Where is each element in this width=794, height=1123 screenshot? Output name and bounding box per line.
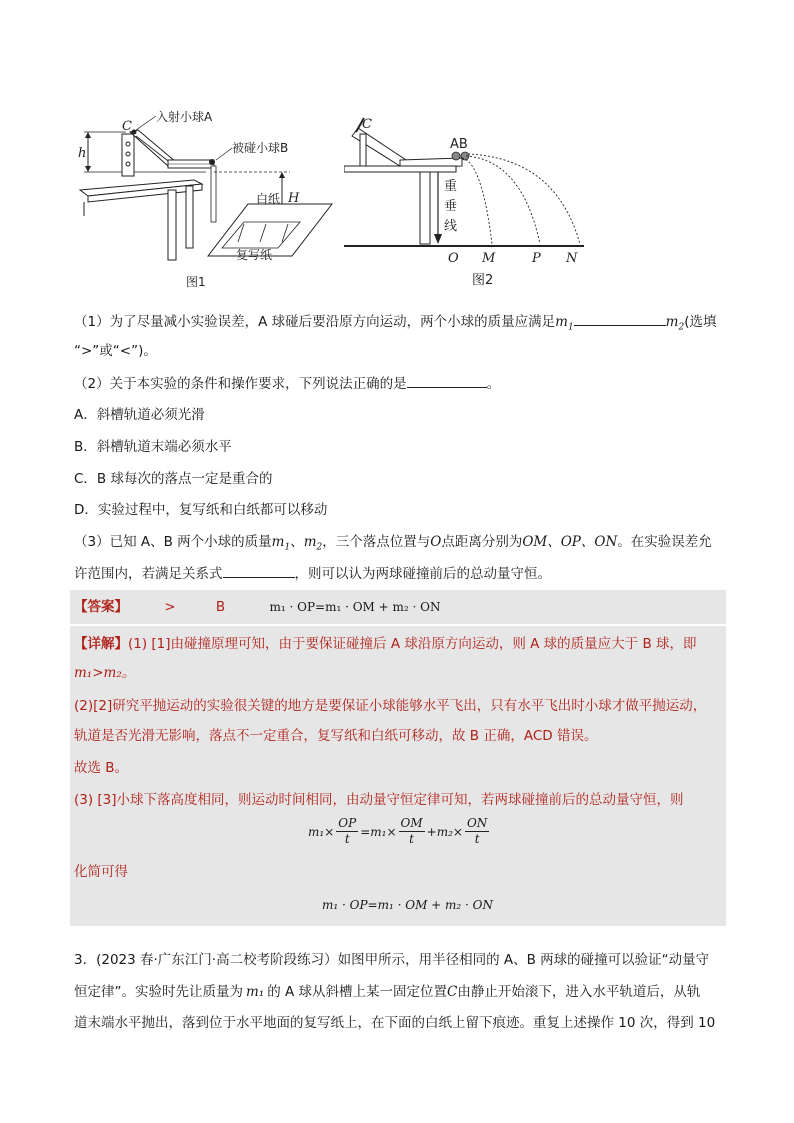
- eq-times-c: ×: [452, 824, 463, 839]
- fig2-caption: 图2: [472, 273, 494, 288]
- frac-om: $\frac{OM}{t}$: [400, 816, 423, 846]
- answer-1: >: [164, 599, 176, 615]
- fig1-label-h: h: [78, 146, 87, 161]
- q3-text-c: ，三个落点位置与: [322, 534, 431, 550]
- eq-m2: m₂: [436, 824, 453, 839]
- detail-p1a-text: (1) [1]由碰撞原理可知，由于要保证碰撞后 A 球沿原方向运动，则 A 球的质量应大于 B 球，即: [128, 636, 697, 652]
- detail-p2c: 故选 B。: [74, 760, 129, 776]
- p3-m1: m₁: [246, 984, 265, 1000]
- p3-l2b: 的 A 球从斜槽上某一固定位置: [267, 984, 448, 1000]
- fig2-label-M: M: [482, 251, 496, 266]
- fig1-label-ball-b: 被碰小球B: [232, 141, 289, 155]
- p3-l2a: 恒定律”。实验时先让质量为: [74, 984, 243, 1000]
- q1-text-c: “>”或“<”)。: [74, 343, 157, 359]
- figure-2: [344, 110, 594, 292]
- fig1-label-white-paper: 白纸: [256, 192, 281, 206]
- q3-text-e: 。在实验误差允: [617, 534, 712, 550]
- q1-text-b: (选填: [684, 314, 717, 330]
- detail-p3a: (3) [3]小球下落高度相同，则运动时间相同，由动量守恒定律可知，若两球碰撞前后的总动量守恒，则: [74, 792, 684, 808]
- momentum-equation: [308, 816, 508, 847]
- answer-2: B: [215, 599, 226, 615]
- q2-option-d[interactable]: D．实验过程中，复写纸和白纸都可以移动: [74, 502, 328, 518]
- fig1-label-carbon-paper: 复写纸: [236, 248, 273, 262]
- q3-point-o: O: [430, 534, 442, 550]
- eq-m1-a: m₁: [308, 824, 325, 839]
- q2-option-c[interactable]: C．B 球每次的落点一定是重合的: [74, 471, 273, 487]
- frac-op: $\frac{OP}{t}$: [338, 816, 357, 846]
- q3-m1: $m_1$: [271, 534, 291, 553]
- p3-point-c: C: [447, 984, 458, 1000]
- fig2-label-plumb-3: 线: [444, 219, 458, 234]
- q3-line-1: [74, 532, 712, 558]
- figure-1: [76, 108, 338, 290]
- detail-p2a: (2)[2]研究平抛运动的实验很关键的地方是要保证小球能够水平飞出，只有水平飞出时小球才做平抛运动，: [74, 698, 707, 714]
- q1-answer-blank[interactable]: [574, 311, 666, 326]
- fig2-label-C: C: [362, 117, 372, 132]
- detail-box: [70, 626, 726, 926]
- answer-label: 【答案】: [74, 599, 128, 615]
- answer-3: m₁ · OP=m₁ · OM + m₂ · ON: [269, 600, 441, 614]
- fig2-label-plumb-1: 重: [444, 179, 458, 194]
- q3-m2: $m_2$: [303, 534, 323, 553]
- q1-m1: $m_1$: [555, 314, 574, 333]
- final-equation: m₁ · OP=m₁ · OM + m₂ · ON: [322, 898, 494, 912]
- q2-stem: [74, 373, 500, 394]
- q1-line-2: [74, 341, 157, 361]
- detail-simplify: 化简可得: [74, 864, 128, 880]
- q3-text-d: 点距离分别为: [441, 534, 523, 550]
- eq-m1-b: m₁: [370, 824, 387, 839]
- fig1-caption: 图1: [186, 275, 206, 289]
- q2-option-a[interactable]: A．斜槽轨道必须光滑: [74, 407, 205, 423]
- fig2-label-ab: AB: [450, 137, 468, 152]
- detail-p1b: m₁>m₂。: [74, 665, 136, 681]
- q3-text-b: 、: [290, 534, 304, 550]
- q3-line2-a: 许范围内，若满足关系式: [74, 566, 223, 582]
- q3-distances: OM、OP、ON: [522, 534, 618, 550]
- problem3-line-2: [74, 982, 700, 1002]
- fig2-label-P: P: [532, 251, 541, 266]
- detail-p1a: [74, 634, 697, 654]
- q2-answer-blank[interactable]: [407, 373, 487, 388]
- problem3-line-1: 3．(2023 春·广东江门·高二校考阶段练习）如图甲所示，用半径相同的 A、B 两球的碰撞可以验证“动量守: [74, 952, 710, 968]
- q1-line-1: [74, 311, 717, 338]
- q3-text-a: （3）已知 A、B 两个小球的质量: [74, 534, 272, 550]
- detail-p2b: 轨道是否光滑无影响，落点不一定重合，复写纸和白纸可移动，故 B 正确，ACD 错误。: [74, 728, 598, 744]
- fig1-label-H: H: [288, 191, 300, 206]
- eq-times-a: ×: [324, 824, 335, 839]
- fig2-label-plumb-2: 垂: [444, 199, 458, 214]
- q2-text-end: 。: [486, 376, 501, 392]
- answer-line: [74, 597, 440, 617]
- problem3-line-3: 道末端水平抛出，落到位于水平地面的复写纸上，在下面的白纸上留下痕迹。重复上述操作 10 次，得到 10: [74, 1015, 716, 1031]
- eq-plus: +: [426, 824, 437, 839]
- fig2-label-O: O: [448, 251, 459, 266]
- frac-on: $\frac{ON}{t}$: [466, 816, 488, 846]
- detail-label: 【详解】: [74, 636, 128, 652]
- q3-answer-blank[interactable]: [223, 563, 295, 578]
- eq-times-b: ×: [386, 824, 397, 839]
- fig1-label-ball-a: 入射小球A: [156, 110, 213, 124]
- fig1-label-C: C: [122, 119, 132, 134]
- q2-text: （2）关于本实验的条件和操作要求，下列说法正确的是: [74, 376, 407, 392]
- q1-text: （1）为了尽量减小实验误差，A 球碰后要沿原方向运动，两个小球的质量应满足: [74, 314, 556, 330]
- q2-option-b[interactable]: B．斜槽轨道末端必须水平: [74, 439, 232, 455]
- p3-l2c: 由静止开始滚下，进入水平轨道后，从轨: [457, 984, 701, 1000]
- q1-m2: $m_2$: [665, 314, 685, 333]
- q3-line2-b: ，则可以认为两球碰撞前后的总动量守恒。: [294, 566, 551, 582]
- q3-line-2: [74, 563, 551, 584]
- eq-equals: =: [360, 824, 371, 839]
- fig2-label-N: N: [566, 251, 578, 266]
